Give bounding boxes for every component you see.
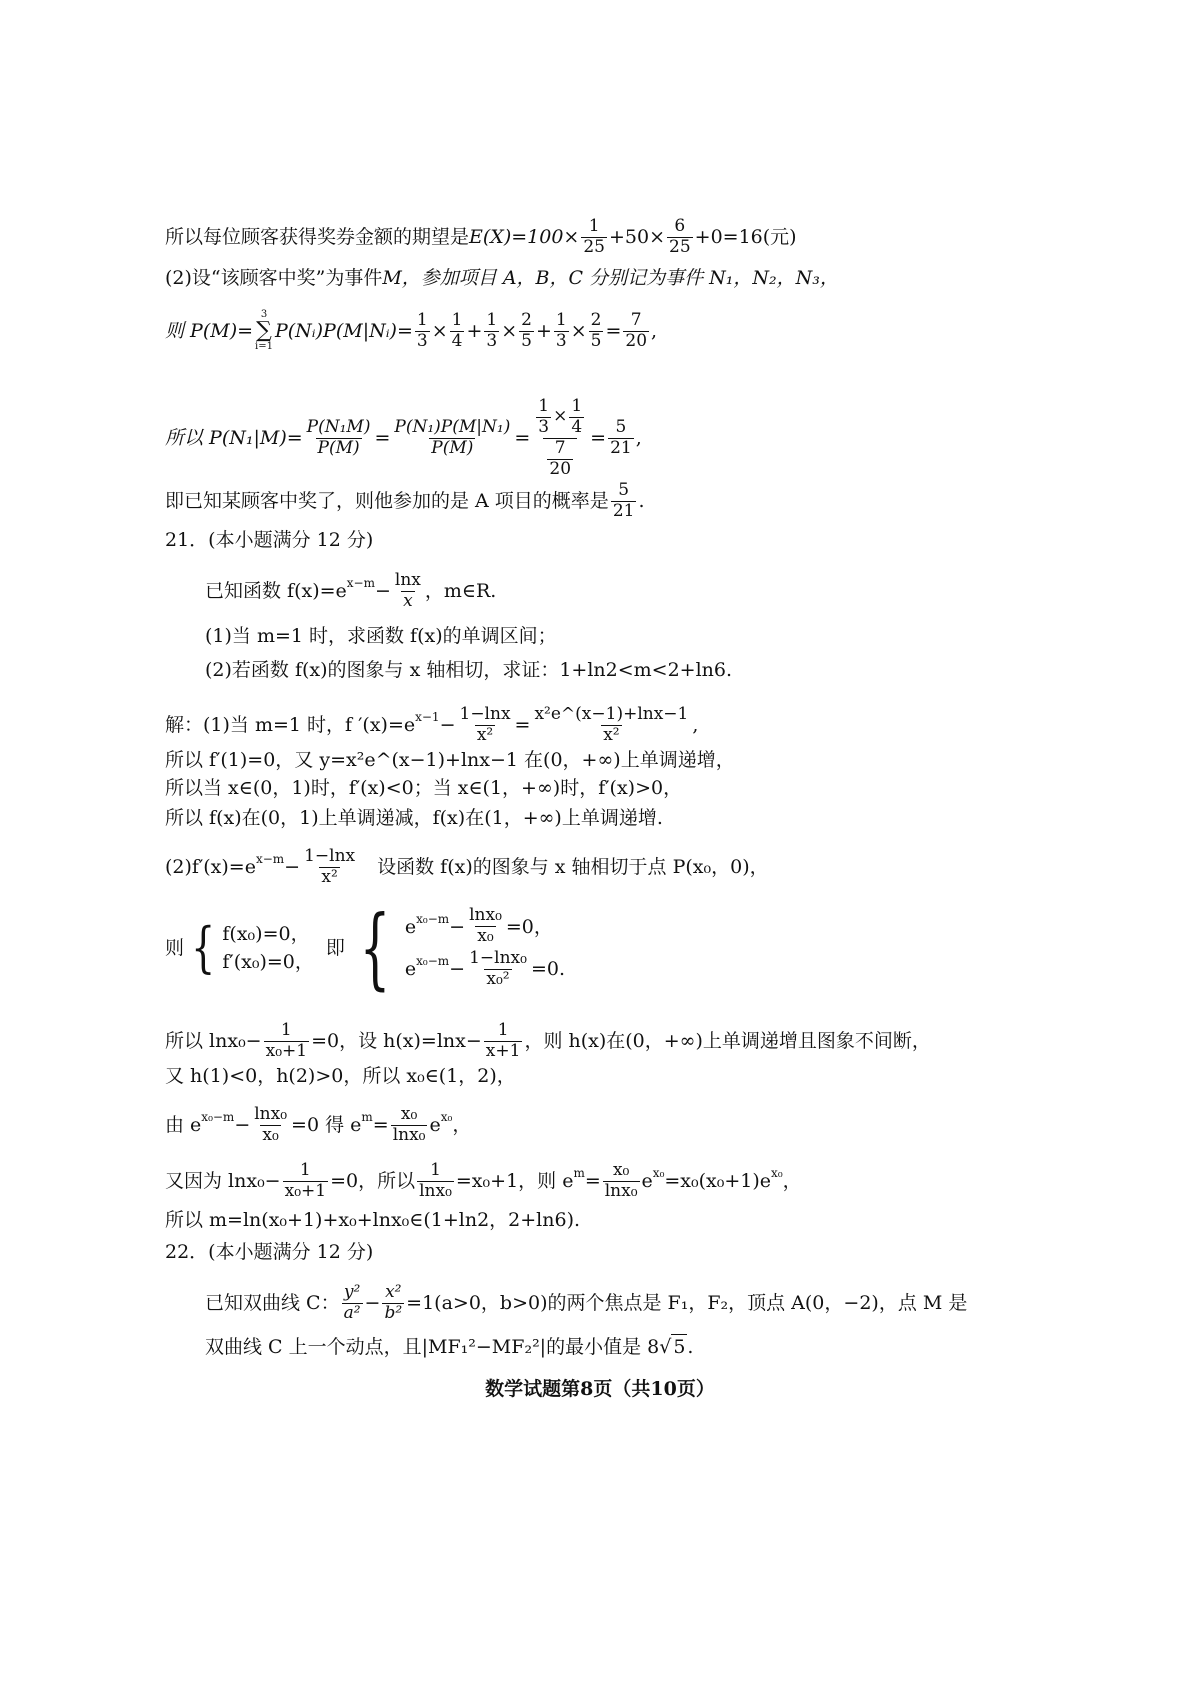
system-b: e x₀−m − $\frac{\text{lnx₀}}{\text{x₀}}$ =0， e x₀−m − $\frac{\text{1−lnx₀}}{\text{x₀²}}$ =0. (404, 905, 566, 989)
den: 21 (612, 500, 635, 521)
den: 4 (571, 416, 583, 437)
fraction (467, 907, 504, 946)
num: 1 (571, 396, 583, 416)
sup: x₀ (440, 1110, 453, 1125)
system-a (222, 920, 314, 976)
num: 5 (618, 480, 630, 500)
num: 2 (521, 309, 532, 330)
fraction (391, 1106, 428, 1145)
den: 4 (451, 330, 463, 351)
fraction (450, 309, 465, 351)
text: 设函数 f(x)的图象与 x 轴相切于点 P(x₀，0)， (377, 856, 769, 879)
text: ，则 h(x)在(0，+∞)上单调递增且图象不间断， (524, 1030, 931, 1053)
sup: m (573, 1166, 585, 1181)
den: x+1 (485, 1040, 521, 1061)
text: =0，设 h(x)=lnx− (311, 1030, 482, 1053)
math: 则 P(M)= (165, 320, 254, 342)
question-21-part-2 (205, 658, 732, 682)
text: =0，所以 (330, 1170, 416, 1193)
text: 所以 f′(1)=0，又 y=x²e^(x−1)+lnx−1 在(0，+∞)上单调递增， (165, 749, 735, 771)
fraction (554, 309, 569, 351)
compound-fraction (532, 398, 588, 478)
question-22-stem: 已知双曲线 C： $\frac{\text{y²}}{\text{a²}}$ − $\frac{\text{x²}}{\text{b²}}$ =1(a>0，b>0)的两个焦点是 F₁，F₂，顶点 A(0，−2)，点 M 是 (205, 1282, 968, 1323)
text: (2)若函数 f(x)的图象与 x 轴相切，求证：1+ln2<m<2+ln6. (205, 659, 733, 681)
fraction (417, 1162, 454, 1201)
text: =0 得 e (291, 1114, 362, 1137)
num: y² (343, 1282, 361, 1302)
compound-num: $\frac{1}{3}$ × $\frac{1}{4}$ (538, 396, 583, 437)
num: 7 (630, 309, 642, 330)
expectation-line (165, 218, 797, 257)
sqrt-radicand: 5 (673, 1336, 686, 1358)
sup: x₀ (771, 1166, 783, 1181)
den: 20 (625, 330, 648, 351)
sum-operator: 3 ∑ i=1 (255, 309, 273, 352)
num: lnx (394, 570, 421, 590)
system-of-equations-line: 则 { f(x₀)=0， f′(x₀)=0， 即 { e x₀−m − $\frac{\text{lnx₀}}{\text{x₀}}$ =0， e x₀−m − $\frac{\text{1−lnx₀}}{\text{x₀²}}$ =0. (165, 896, 566, 999)
math: P(Nᵢ)P(M|Nᵢ)= (274, 320, 413, 342)
question-21-part-1 (205, 624, 557, 648)
text: =1(a>0，b>0)的两个焦点是 F₁，F₂，顶点 A(0，−2)，点 M 是 (406, 1292, 968, 1315)
text: . (687, 1335, 694, 1358)
sum-bottom: i=1 (255, 341, 273, 352)
sup: x₀−m (201, 1110, 235, 1125)
sup: x₀ (652, 1166, 665, 1181)
text: ，m∈R. (424, 580, 497, 603)
text: (2)f′(x)=e (165, 856, 256, 879)
num: 1 (555, 309, 567, 330)
num: 7 (554, 437, 566, 458)
num: x₀ (400, 1104, 418, 1124)
text: 所以 lnx₀− (165, 1030, 262, 1053)
text: e (429, 1114, 441, 1137)
text: 由 e (165, 1114, 202, 1137)
fraction (415, 309, 430, 351)
text: 解：(1)当 m=1 时，f ′(x)=e (165, 714, 416, 737)
num: 1 (451, 309, 463, 330)
fraction (484, 309, 499, 351)
num: P(N₁M) (306, 416, 371, 437)
fraction (467, 950, 529, 989)
text: =x₀(x₀+1)e (664, 1170, 772, 1193)
fraction (342, 1284, 363, 1323)
den: 3 (555, 330, 567, 351)
sup: x−1 (415, 710, 440, 725)
den: P(M) (431, 437, 474, 458)
fraction (392, 416, 512, 458)
text: 已知函数 f(x)=e (205, 580, 347, 603)
den: 25 (669, 236, 691, 257)
text: e (404, 915, 417, 938)
text: e (404, 958, 417, 981)
fraction (393, 572, 423, 611)
sum-top: 3 (260, 309, 268, 320)
num: P(N₁)P(M|N₁) (394, 416, 511, 437)
text: 则 (165, 937, 185, 959)
num: 5 (615, 416, 627, 437)
text: f(x₀)=0， (222, 923, 310, 945)
num: x₀ (612, 1160, 630, 1180)
solution-line (165, 1208, 580, 1232)
num: lnx₀ (469, 905, 502, 926)
text: ， (452, 1114, 472, 1137)
num: 1 (430, 1160, 441, 1180)
text: 即已知某顾客中奖了，则他参加的是 A 项目的概率是 (165, 490, 609, 513)
den: P(M) (317, 437, 360, 458)
num: 6 (674, 216, 686, 236)
fraction (283, 1162, 328, 1201)
den: 3 (486, 330, 498, 351)
sup: m (361, 1110, 373, 1125)
text: 又因为 lnx₀− (165, 1170, 281, 1193)
num: 1−lnx (304, 846, 356, 866)
fraction (608, 416, 634, 458)
question-21-stem: 已知函数 f(x)=e x−m − $\frac{\ln x}{x}$ ，m∈R. (205, 570, 497, 611)
text: 所以每位顾客获得奖券金额的期望是 (165, 226, 470, 249)
den: b² (384, 1302, 403, 1323)
text: 即 (325, 937, 345, 959)
text: 21．(本小题满分 12 分) (165, 529, 374, 551)
solution-line (165, 806, 663, 830)
sup: x−m (346, 576, 375, 591)
den: x² (321, 866, 338, 887)
solution-line (165, 1022, 931, 1061)
solution-line (165, 776, 682, 800)
num: 1 (299, 1160, 311, 1180)
text: 已知双曲线 C： (205, 1292, 340, 1315)
sup: x₀−m (416, 911, 450, 926)
den: lnx₀ (392, 1124, 426, 1145)
text: (2)设“该顾客中奖”为事件 (165, 267, 383, 289)
compound-den (543, 438, 577, 479)
den: x₀ (262, 1124, 279, 1145)
fraction (536, 398, 551, 437)
text: =0. (530, 958, 566, 981)
fraction (547, 437, 573, 479)
fraction (458, 706, 513, 745)
solution-line (165, 1064, 516, 1088)
den: x² (603, 724, 620, 745)
den: x (403, 590, 413, 611)
den: x₀+1 (284, 1180, 327, 1201)
fraction (569, 398, 584, 437)
fraction (532, 706, 690, 745)
fraction (581, 218, 607, 257)
num: 1 (486, 309, 498, 330)
fraction (623, 309, 649, 351)
num: lnx₀ (254, 1104, 288, 1124)
text: =x₀+1，则 e (455, 1170, 574, 1193)
text: 所以当 x∈(0，1)时，f′(x)<0；当 x∈(1，+∞)时，f′(x)>0， (165, 777, 683, 799)
sup: x−m (255, 852, 285, 867)
den: 5 (521, 330, 532, 351)
den: lnx₀ (419, 1180, 452, 1201)
fraction (264, 1022, 309, 1061)
fraction (589, 309, 604, 351)
event-definition-line (165, 266, 839, 290)
math: +0=16(元) (694, 226, 797, 249)
text: (1)当 m=1 时，求函数 f(x)的单调区间； (205, 625, 557, 647)
den: 20 (549, 458, 572, 479)
math: 所以 P(N₁|M)= (165, 427, 303, 450)
num: 1 (497, 1020, 509, 1040)
den: 3 (416, 330, 428, 351)
fraction (305, 416, 373, 458)
question-21-title (165, 528, 373, 552)
math: +50× (608, 226, 666, 249)
conclusion-line: 即已知某顾客中奖了，则他参加的是 A 项目的概率是 $\frac{5}{21}$ . (165, 480, 645, 521)
den: 21 (610, 437, 632, 458)
text: 双曲线 C 上一个动点，且|MF₁²−MF₂²|的最小值是 8 (205, 1335, 660, 1358)
text: 所以 f(x)在(0，1)上单调递减，f(x)在(1，+∞)上单调递增. (165, 807, 663, 829)
num: 1−lnx (459, 704, 511, 724)
den: 5 (590, 330, 602, 351)
solution-part-2-line: (2)f′(x)=e x−m − $\frac{1-\ln x}{\text{x²}}$ 设函数 f(x)的图象与 x 轴相切于点 P(x₀，0)， (165, 846, 769, 887)
solution-line: 由 e x₀−m − $\frac{\text{lnx₀}}{\text{x₀}}$ =0 得 e m = $\frac{\text{x₀}}{\text{lnx₀}}$ e x₀ ， (165, 1104, 472, 1145)
fraction (667, 218, 693, 257)
text: M，参加项目 A，B，C 分别记为事件 N₁，N₂，N₃， (382, 267, 839, 289)
den: x₀² (486, 968, 510, 989)
den: x² (476, 724, 494, 745)
sup: x₀−m (416, 954, 450, 969)
num: 1 (538, 396, 550, 416)
num: 1 (280, 1020, 292, 1040)
den: x₀ (477, 926, 494, 947)
solution-derivative-line: 解：(1)当 m=1 时，f ′(x)=e x−1 − $\frac{1-\ln x}{\text{x²}}$ = $\frac{\text{x²e\textasciicircum{}(x−1)+lnx−1}}{\text{x²}}$ , (165, 704, 699, 745)
fraction (252, 1106, 289, 1145)
num: x² (385, 1282, 402, 1302)
text: =0， (505, 915, 553, 938)
den: 3 (538, 416, 550, 437)
fraction (519, 309, 534, 351)
den: a² (343, 1302, 361, 1323)
text: f′(x₀)=0， (222, 951, 314, 973)
num: x²e^(x−1)+lnx−1 (534, 704, 689, 724)
num: 2 (590, 309, 602, 330)
num: 1 (416, 309, 428, 330)
fraction (611, 482, 637, 521)
fraction (382, 1284, 404, 1323)
bayes-line: 所以 P(N₁|M)= $\frac{\text{P(N₁M)}}{P(M)}$ = $\frac{\text{P(N₁)P(M|N₁)}}{P(M)}$ = $\frac{1}{3}$ × $\frac{1}{4}$ $\frac{7}{20}$ = $\frac{5}{21}$ , (165, 396, 642, 479)
num: 1−lnx₀ (469, 948, 527, 968)
question-22-stem-line-2: 双曲线 C 上一个动点，且|MF₁²−MF₂²|的最小值是 8 √ 5 . (205, 1335, 694, 1358)
text: 22．(本小题满分 12 分) (165, 1241, 374, 1263)
math: E(X)=100× (469, 226, 580, 249)
fraction (603, 1162, 640, 1201)
text: 所以 m=ln(x₀+1)+x₀+lnx₀∈(1+ln2，2+ln6). (165, 1209, 581, 1231)
text: 又 h(1)<0，h(2)>0，所以 x₀∈(1，2)， (165, 1065, 516, 1087)
fraction (484, 1022, 523, 1061)
num: 1 (588, 216, 600, 236)
page-footer: 数学试题第8页（共10页） (485, 1378, 715, 1400)
text: e (641, 1170, 653, 1193)
den: x₀+1 (265, 1040, 308, 1061)
question-22-title (165, 1240, 373, 1264)
den: lnx₀ (604, 1180, 638, 1201)
solution-line (165, 748, 735, 772)
solution-line: 又因为 lnx₀− $\frac{1}{\text{x₀+1}}$ =0，所以 $\frac{1}{\text{lnx₀}}$ =x₀+1，则 e m = $\frac{\text{x₀}}{\text{lnx₀}}$ e x₀ =x₀(x₀+1)e x₀ ， (165, 1160, 802, 1201)
total-probability-line: 则 P(M)= 3 ∑ i=1 P(Nᵢ)P(M|Nᵢ)= $\frac{1}{3}$ × $\frac{1}{4}$ + $\frac{1}{3}$ × $\frac{2}{5}$ + $\frac{1}{3}$ × $\frac{2}{5}$ = $\frac{7}{20}$ , (165, 309, 658, 352)
text: ， (782, 1170, 802, 1193)
fraction (302, 848, 357, 887)
den: 25 (583, 236, 605, 257)
